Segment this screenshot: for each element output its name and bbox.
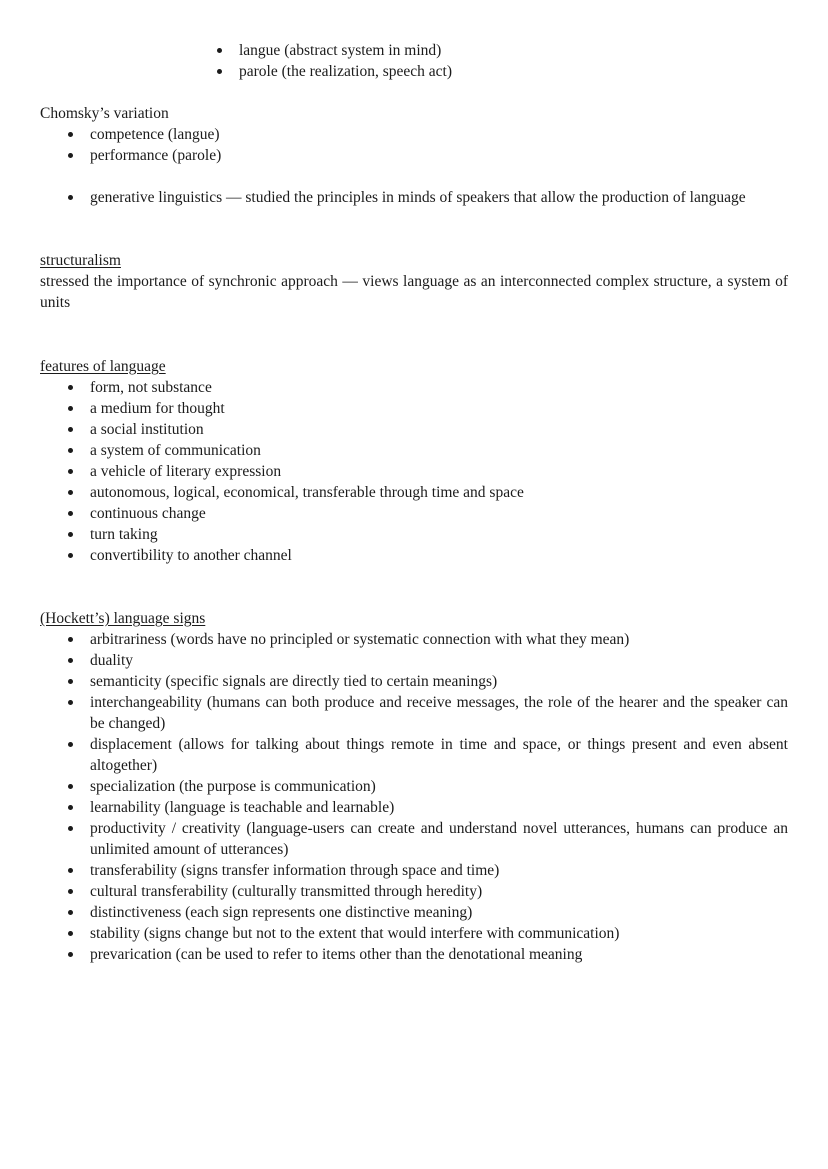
list-item: productivity / creativity (language-users can create and understand novel utterances, humans can produce an unlimited amount of utterances) [90,820,788,858]
list-item: competence (langue) [90,124,788,145]
list-item: a vehicle of literary expression [90,461,788,482]
list-item: distinctiveness (each sign represents one distinctive meaning) [90,902,788,923]
list-item: prevarication (can be used to refer to items other than the denotational meaning [90,944,788,965]
list-item: a system of communication [90,440,788,461]
list-item: cultural transferability (culturally transmitted through heredity) [90,881,788,902]
list-item: form, not substance [90,377,788,398]
list-item: stability (signs change but not to the extent that would interfere with communication) [90,923,788,944]
list-item: transferability (signs transfer information through space and time) [90,860,788,881]
list-item: specialization (the purpose is communication) [90,776,788,797]
list-item: generative linguistics — studied the principles in minds of speakers that allow the production of language [90,187,788,208]
structuralism-heading: structuralism [40,252,121,269]
hockett-language-signs-list [40,629,788,965]
list-item: arbitrariness (words have no principled or systematic connection with what they mean) [90,629,788,650]
chomsky-section-title: Chomsky’s variation [40,105,169,122]
list-item: langue (abstract system in mind) [239,40,788,61]
features-of-language-list [40,377,788,566]
list-item: displacement (allows for talking about things remote in time and space, or things present and even absent altogether) [90,736,788,774]
list-item: convertibility to another channel [90,545,788,566]
list-item: a social institution [90,419,788,440]
chomsky-variation-list [40,124,788,166]
list-item: performance (parole) [90,145,788,166]
list-item: semanticity (specific signals are directly tied to certain meanings) [90,671,788,692]
features-of-language-heading: features of language [40,358,166,375]
list-item: duality [90,650,788,671]
list-item: interchangeability (humans can both produce and receive messages, the role of the hearer and the speaker can be changed) [90,694,788,732]
saussure-dichotomy-list [40,40,788,82]
hockett-language-signs-heading: (Hockett’s) language signs [40,610,206,627]
list-item: a medium for thought [90,398,788,419]
list-item: continuous change [90,503,788,524]
list-item: learnability (language is teachable and learnable) [90,797,788,818]
generative-linguistics-list [40,187,788,208]
list-item: parole (the realization, speech act) [239,61,788,82]
list-item: turn taking [90,524,788,545]
structuralism-body: stressed the importance of synchronic approach — views language as an interconnected complex structure, a system of units [40,273,788,311]
list-item: autonomous, logical, economical, transferable through time and space [90,482,788,503]
